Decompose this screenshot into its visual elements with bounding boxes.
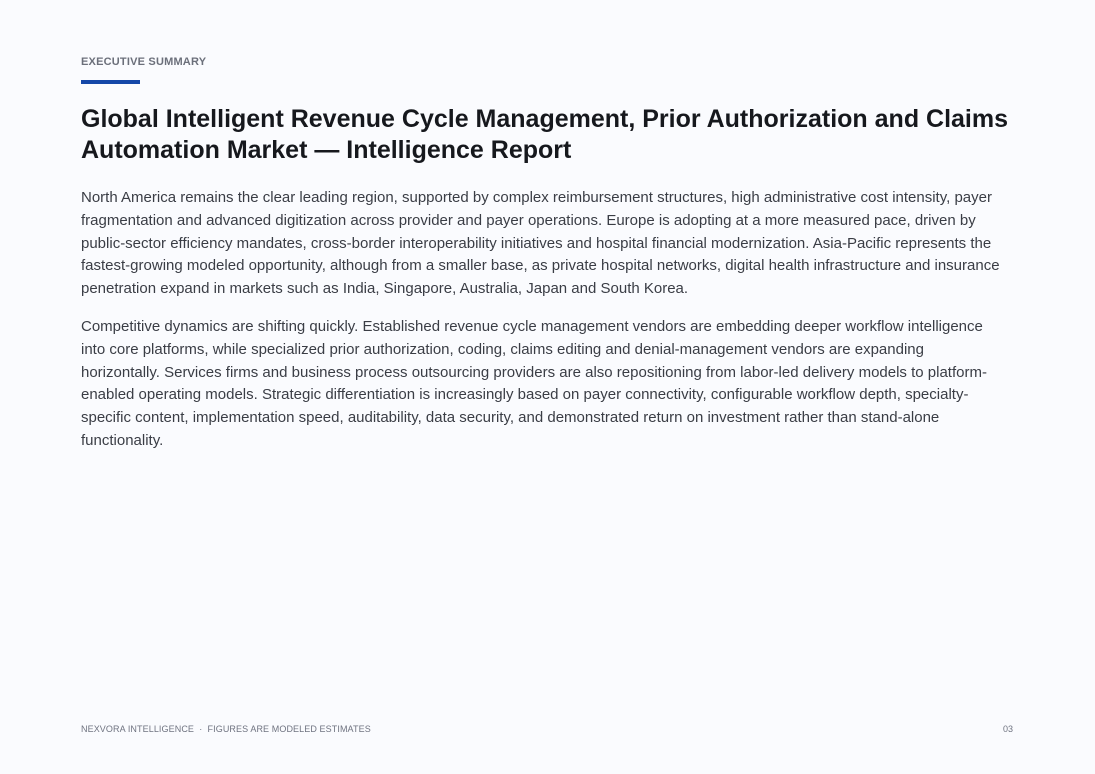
body-text [81,187,1001,468]
section-eyebrow: EXECUTIVE SUMMARY [81,56,207,68]
paragraph-regional: North America remains the clear leading region, supported by complex reimbursement structures, high administrative cost intensity, payer fragmentation and advanced digitization across provider and payer operations. Europe is adopting at a more measured pace, driven by public-sector efficiency mandates, cross-border interoperability initiatives and hospital financial modernization. Asia-Pacific represents the fastest-growing modeled opportunity, although from a smaller base, as private hospital networks, digital health infrastructure and insurance penetration expand in markets such as India, Singapore, Australia, Japan and South Korea. [81,189,1000,298]
paragraph-competitive: Competitive dynamics are shifting quickly. Established revenue cycle management vendors are embedding deeper workflow intelligence into core platforms, while specialized prior authorization, coding, claims editing and denial-management vendors are expanding horizontally. Services firms and business process outsourcing providers are also repositioning from labor-led delivery models to platform-enabled operating models. Strategic differentiation is increasingly based on payer connectivity, configurable workflow depth, specialty-specific content, implementation speed, auditability, data security, and demonstrated return on investment rather than stand-alone functionality. [81,317,987,449]
accent-bar [81,80,140,84]
page-number: 03 [1002,724,1013,734]
page-title: Global Intelligent Revenue Cycle Management, Prior Authorization and Claims Automation Market — Intelligence Report [81,105,1009,164]
footer-source: NEXVORA INTELLIGENCE · FIGURES ARE MODELED ESTIMATES [81,724,371,734]
